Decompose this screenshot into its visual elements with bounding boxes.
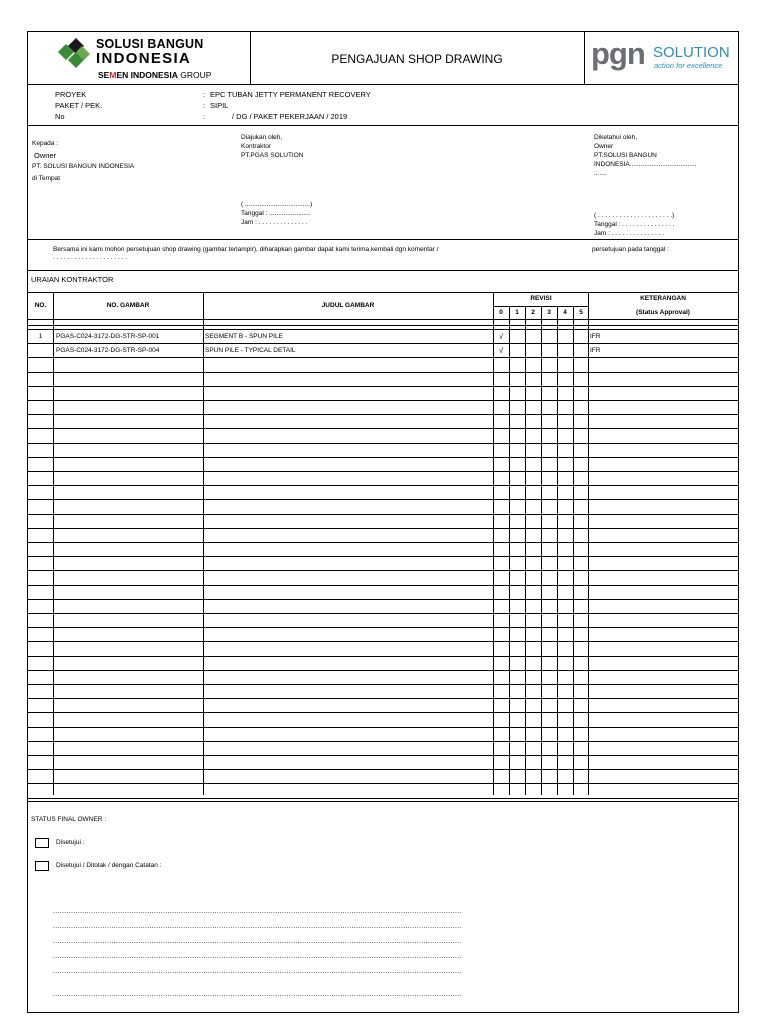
table-row-line (28, 357, 738, 358)
header-revision-1: 1 (515, 309, 519, 316)
table-row-line (28, 727, 738, 728)
sbi-logo-icon (56, 38, 92, 68)
table-row-line (28, 556, 738, 557)
notes-line[interactable]: ...................................................................................................................................................................................... (53, 953, 462, 960)
number-label: No (55, 112, 65, 121)
row-drawing-title: SPUN PILE - TYPICAL DETAIL (205, 347, 296, 354)
table-row-line (28, 641, 738, 642)
table-row-line (28, 386, 738, 387)
header-revision-5: 5 (579, 309, 583, 316)
submitted-time: Jam : . . . . . . . . . . . . . . (241, 219, 308, 226)
info-bottom-line (28, 125, 738, 126)
header-revision-2: 2 (531, 309, 535, 316)
request-text: Bersama ini kami mohon persetujuan shop drawing (gambar terlampir), diharapkan gambar dapat kami terima kembali dgn komentar / (53, 246, 439, 253)
pgn-logo-word: SOLUTION (653, 44, 730, 61)
table-row-line (28, 670, 738, 671)
table-row-line (28, 372, 738, 373)
section-title: URAIAN KONTRAKTOR (31, 275, 114, 284)
sbi-logo-line3: SEMEN INDONESIA GROUP (98, 70, 212, 80)
final-status-title: STATUS FINAL OWNER : (31, 816, 106, 823)
known-role: Owner (594, 143, 614, 150)
table-column-line (588, 292, 589, 795)
row-remarks: IFR (590, 347, 601, 354)
drawing-table (28, 292, 738, 802)
table-row-line (28, 325, 738, 326)
addressee-place: di Tempat (32, 175, 61, 182)
table-row-line (28, 443, 738, 444)
approved-checkbox[interactable] (35, 838, 49, 848)
submitted-date: Tanggal : ....................... (241, 210, 311, 217)
table-row-line (28, 542, 738, 543)
submitted-role: Kontraktor (241, 143, 271, 150)
row-drawing-number: PGAS-C024-3172-DG-STR-SP-004 (56, 347, 160, 354)
header-drawing-title: JUDUL GAMBAR (321, 302, 375, 309)
table-row-line (28, 769, 738, 770)
owner-label: Owner (34, 151, 57, 160)
header-revision-3: 3 (547, 309, 551, 316)
addressee-company: PT. SOLUSI BANGUN INDONESIA (32, 163, 135, 170)
table-row-line (28, 798, 738, 799)
number-value: / DG / PAKET PEKERJAAN / 2019 (232, 112, 348, 121)
header-bottom-line (28, 84, 738, 85)
table-row-line (28, 457, 738, 458)
table-column-line (541, 306, 542, 795)
table-row-line (28, 514, 738, 515)
approved-with-notes-label: Disetujui / Ditolak / dengan Catatan : (56, 862, 162, 869)
table-column-line (203, 292, 204, 795)
known-company-line1: PT.SOLUSI BANGUN (594, 152, 657, 159)
sbi-logo-line2: INDONESIA (96, 50, 192, 67)
sbi-logo-line1: SOLUSI BANGUN (96, 37, 204, 51)
known-signature: ( . . . . . . . . . . . . . . . . . . . . .) (594, 212, 675, 219)
request-bottom-line (28, 270, 738, 271)
table-column-line (53, 292, 54, 795)
known-date: Tanggal : . . . . . . . . . . . . . . . (594, 221, 675, 228)
approved-label: Disetujui : (56, 839, 85, 846)
package-label: PAKET / PEK. (55, 101, 103, 110)
request-dots: . . . . . . . . . . . . . . . . . . . . . (53, 254, 128, 261)
approved-with-notes-checkbox[interactable] (35, 861, 49, 871)
table-row-line (28, 471, 738, 472)
pgn-logo-mark: pgn (591, 36, 645, 71)
notes-line[interactable]: ...................................................................................................................................................................................... (53, 968, 462, 975)
table-row-line (28, 741, 738, 742)
known-company-line3: ....... (594, 170, 607, 177)
row-revision-0-check: √ (498, 346, 504, 355)
header-revision-4: 4 (563, 309, 567, 316)
table-row-line (28, 585, 738, 586)
row-remarks: IFR (590, 333, 601, 340)
row-drawing-number: PGAS-C024-3172-DG-STR-SP-001 (56, 333, 160, 340)
notes-line[interactable]: ...................................................................................................................................................................................... (53, 938, 462, 945)
table-row-line (28, 400, 738, 401)
table-row-line (28, 599, 738, 600)
request-date-label: persetujuan pada tanggal : (592, 246, 669, 253)
table-column-line (557, 306, 558, 795)
header-status-approval: (Status Approval) (636, 309, 690, 316)
table-row-line (28, 755, 738, 756)
signature-bottom-line (28, 239, 738, 240)
table-row-line (28, 528, 738, 529)
table-row-line (28, 684, 738, 685)
table-row-line (28, 627, 738, 628)
project-value: EPC TUBAN JETTY PERMANENT RECOVERY (210, 90, 371, 99)
header-revision: REVISI (530, 295, 552, 302)
table-column-line (509, 306, 510, 795)
submitted-by-label: Diajukan oleh, (241, 134, 283, 141)
table-column-line (493, 292, 494, 795)
table-row-line (28, 428, 738, 429)
sbi-logo (56, 36, 246, 82)
table-row-line (28, 801, 738, 802)
header-remarks: KETERANGAN (640, 295, 686, 302)
number-sep: : (203, 112, 206, 121)
package-sep: : (203, 101, 206, 110)
notes-line[interactable]: ...................................................................................................................................................................................... (53, 991, 462, 998)
table-column-line (573, 306, 574, 795)
table-row-line (28, 570, 738, 571)
row-no: 1 (38, 333, 43, 340)
page-title: PENGAJUAN SHOP DRAWING (331, 52, 503, 66)
package-value: SIPIL (210, 101, 229, 110)
header-divider-right (584, 32, 585, 84)
row-drawing-title: SEGMENT B - SPUN PILE (205, 333, 283, 340)
table-row-line (28, 414, 738, 415)
pgn-logo-tagline: action for excellence (654, 61, 723, 70)
submitted-signature: ( ....................................) (241, 201, 313, 208)
table-row-line (28, 698, 738, 699)
pgn-logo (591, 38, 736, 80)
table-row-line (28, 613, 738, 614)
table-row-line (28, 656, 738, 657)
notes-line[interactable]: ...................................................................................................................................................................................... (53, 923, 462, 930)
table-row-line (28, 712, 738, 713)
known-time: Jam : . . . . . . . . . . . . . . . (594, 230, 665, 237)
submitted-company: PT.PGAS SOLUTION (241, 152, 304, 159)
table-row-line (28, 292, 738, 293)
table-row-line (28, 319, 738, 320)
known-company-line2: INDONESIA..................................... (594, 161, 697, 168)
project-sep: : (203, 90, 206, 99)
header-no: NO. (34, 302, 47, 309)
table-row-line (28, 783, 738, 784)
project-label: PROYEK (55, 90, 87, 99)
form-sheet (27, 31, 739, 1013)
header-revision-0: 0 (499, 309, 503, 316)
table-column-line (525, 306, 526, 795)
kepada-label: Kepada : (32, 140, 59, 147)
table-row-line (28, 499, 738, 500)
known-by-label: Diketahui oleh, (594, 134, 637, 141)
row-revision-0-check: √ (498, 332, 504, 341)
header-drawing-number: NO. GAMBAR (106, 302, 150, 309)
notes-line[interactable]: ...................................................................................................................................................................................... (53, 908, 462, 915)
table-row-line (28, 485, 738, 486)
